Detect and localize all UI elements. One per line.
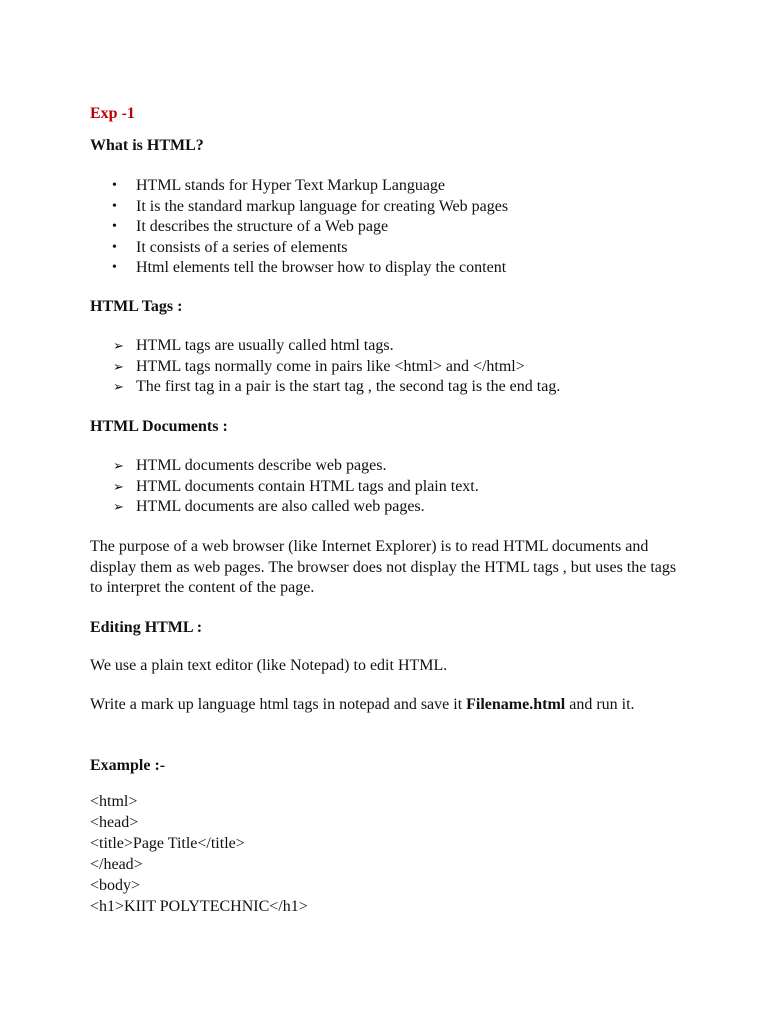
code-line: <title>Page Title</title> bbox=[90, 835, 245, 852]
list-item-text: It consists of a series of elements bbox=[136, 238, 348, 256]
list-item-text: It is the standard markup language for creating Web pages bbox=[136, 197, 509, 215]
code-line: <h1>KIIT POLYTECHNIC</h1> bbox=[90, 898, 308, 915]
list-item-text: HTML stands for Hyper Text Markup Language bbox=[136, 177, 446, 194]
code-line: <html> bbox=[90, 793, 138, 810]
list-item-text: The first tag in a pair is the start tag , the second tag is the end tag. bbox=[136, 378, 561, 395]
list-item bbox=[112, 176, 736, 197]
filename-bold: Filename.html bbox=[466, 696, 566, 713]
bullet-icon: • bbox=[112, 198, 117, 214]
list-item bbox=[113, 336, 736, 357]
list-item bbox=[112, 258, 736, 279]
arrow-bullet-icon: ➢ bbox=[113, 379, 124, 394]
code-line: </head> bbox=[90, 856, 143, 873]
heading-example: Example :- bbox=[90, 757, 166, 774]
list-item bbox=[113, 357, 736, 378]
code-line: <head> bbox=[90, 814, 139, 831]
list-item-text: HTML tags normally come in pairs like <html> and </html> bbox=[136, 357, 525, 375]
bullet-icon: • bbox=[112, 239, 117, 255]
list-item-text: HTML documents describe web pages. bbox=[136, 457, 387, 474]
list-item bbox=[112, 217, 736, 238]
list-item-text: HTML tags are usually called html tags. bbox=[136, 337, 394, 354]
save-file-text-end: and run it. bbox=[565, 696, 635, 713]
heading-editing-html: Editing HTML : bbox=[90, 619, 203, 636]
what-is-html-list bbox=[112, 176, 736, 279]
list-item bbox=[113, 497, 736, 518]
arrow-bullet-icon: ➢ bbox=[113, 338, 124, 353]
arrow-bullet-icon: ➢ bbox=[113, 358, 124, 374]
list-item bbox=[113, 456, 736, 477]
list-item-text: HTML documents contain HTML tags and plain text. bbox=[136, 477, 479, 495]
bullet-icon: • bbox=[112, 219, 117, 234]
list-item-text: HTML documents are also called web pages. bbox=[136, 498, 425, 515]
code-line: <body> bbox=[90, 877, 141, 894]
arrow-bullet-icon: ➢ bbox=[113, 499, 124, 514]
list-item bbox=[113, 377, 736, 398]
bullet-icon: • bbox=[112, 260, 117, 275]
arrow-bullet-icon: ➢ bbox=[113, 478, 124, 494]
browser-purpose-paragraph: The purpose of a web browser (like Internet Explorer) is to read HTML documents and display them as web pages. The browser does not display the HTML tags , but uses the tags to interpret the content of the page. bbox=[90, 538, 677, 596]
editor-paragraph: We use a plain text editor (like Notepad) to edit HTML. bbox=[90, 657, 448, 674]
list-item bbox=[113, 477, 736, 498]
list-item bbox=[112, 238, 736, 259]
html-tags-list bbox=[113, 336, 736, 398]
list-item-text: It describes the structure of a Web page bbox=[136, 218, 389, 235]
html-documents-list bbox=[113, 456, 736, 518]
bullet-icon: • bbox=[112, 178, 117, 193]
arrow-bullet-icon: ➢ bbox=[113, 458, 124, 473]
save-file-text-start: Write a mark up language html tags in notepad and save it bbox=[90, 696, 467, 713]
save-file-paragraph bbox=[90, 695, 682, 716]
heading-html-tags: HTML Tags : bbox=[90, 298, 183, 315]
list-item bbox=[112, 197, 736, 218]
list-item-text: Html elements tell the browser how to display the content bbox=[136, 259, 507, 276]
heading-what-is-html: What is HTML? bbox=[90, 137, 204, 154]
experiment-title: Exp -1 bbox=[90, 105, 135, 122]
heading-html-documents: HTML Documents : bbox=[90, 418, 228, 435]
